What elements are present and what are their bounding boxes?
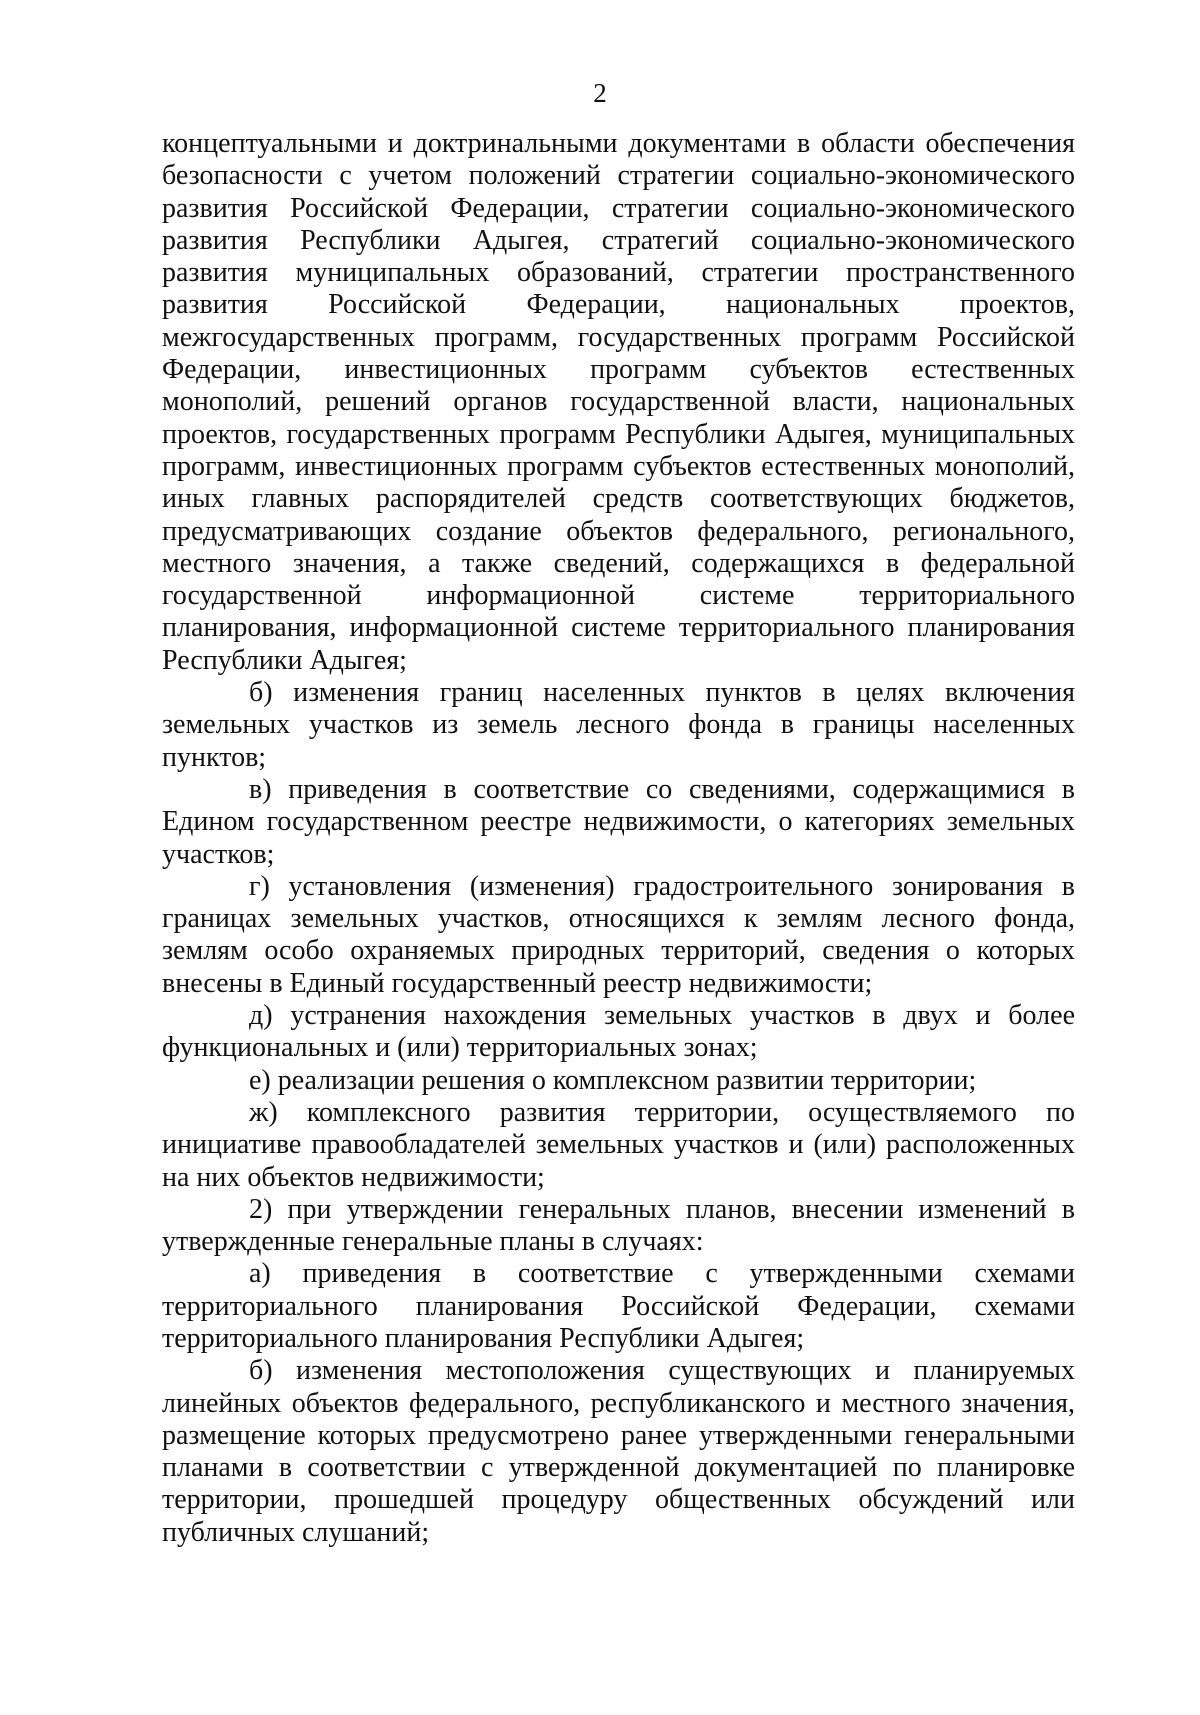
page-number: 2 [593, 78, 607, 108]
document-body [162, 128, 1075, 1549]
paragraph-item-v: в) приведения в соответствие со сведениями, содержащимися в Едином государственном реестре недвижимости, о категориях земельных участков; [162, 773, 1075, 870]
paragraph-item-zh: ж) комплексного развития территории, осуществляемого по инициативе правообладателей земельных участков и (или) расположенных на них объектов недвижимости; [162, 1096, 1075, 1193]
paragraph-point-2: 2) при утверждении генеральных планов, внесении изменений в утвержденные генеральные планы в случаях: [162, 1193, 1075, 1258]
paragraph-item-d: д) устранения нахождения земельных участков в двух и более функциональных и (или) территориальных зонах; [162, 1000, 1075, 1064]
paragraph-item-b: б) изменения границ населенных пунктов в целях включения земельных участков из земель лесного фонда в границы населенных пунктов; [162, 677, 1075, 773]
paragraph-item-g: г) установления (изменения) градостроительного зонирования в границах земельных участков, относящихся к землям лесного фонда, землям особо охраняемых природных территорий, сведения о которых внесены в Единый государственный реестр недвижимости; [162, 870, 1075, 999]
paragraph-point-2-item-a: а) приведения в соответствие с утвержденными схемами территориального планирования Российской Федерации, схемами территориального планирования Республики Адыгея; [162, 1258, 1075, 1354]
paragraph-point-2-item-b: б) изменения местоположения существующих и планируемых линейных объектов федерального, республиканского и местного значения, размещение которых предусмотрено ранее утвержденными генеральными планами в соответствии с утвержденной документацией по планировке территории, прошедшей процедуру общественных обсуждений или публичных слушаний; [162, 1355, 1075, 1548]
paragraph-item-e: е) реализации решения о комплексном развитии территории; [249, 1064, 977, 1096]
paragraph-continuation: концептуальными и доктринальными документами в области обеспечения безопасности с учетом положений стратегии социально-экономического развития Российской Федерации, стратегии социально-экономического развития Республики Адыгея, стратегий социально-экономического развития муниципальных образований, стратегии пространственного развития Российской Федерации, национальных проектов, межгосударственных программ, государственных программ Российской Федерации, инвестиционных программ субъектов естественных монополий, решений органов государственной власти, национальных проектов, государственных программ Республики Адыгея, муниципальных программ, инвестиционных программ субъектов естественных монополий, иных главных распорядителей средств соответствующих бюджетов, предусматривающих создание объектов федерального, регионального, местного значения, а также сведений, содержащихся в федеральной государственной информационной системе территориального планирования, информационной системе территориального планирования Республики Адыгея; [162, 128, 1075, 676]
